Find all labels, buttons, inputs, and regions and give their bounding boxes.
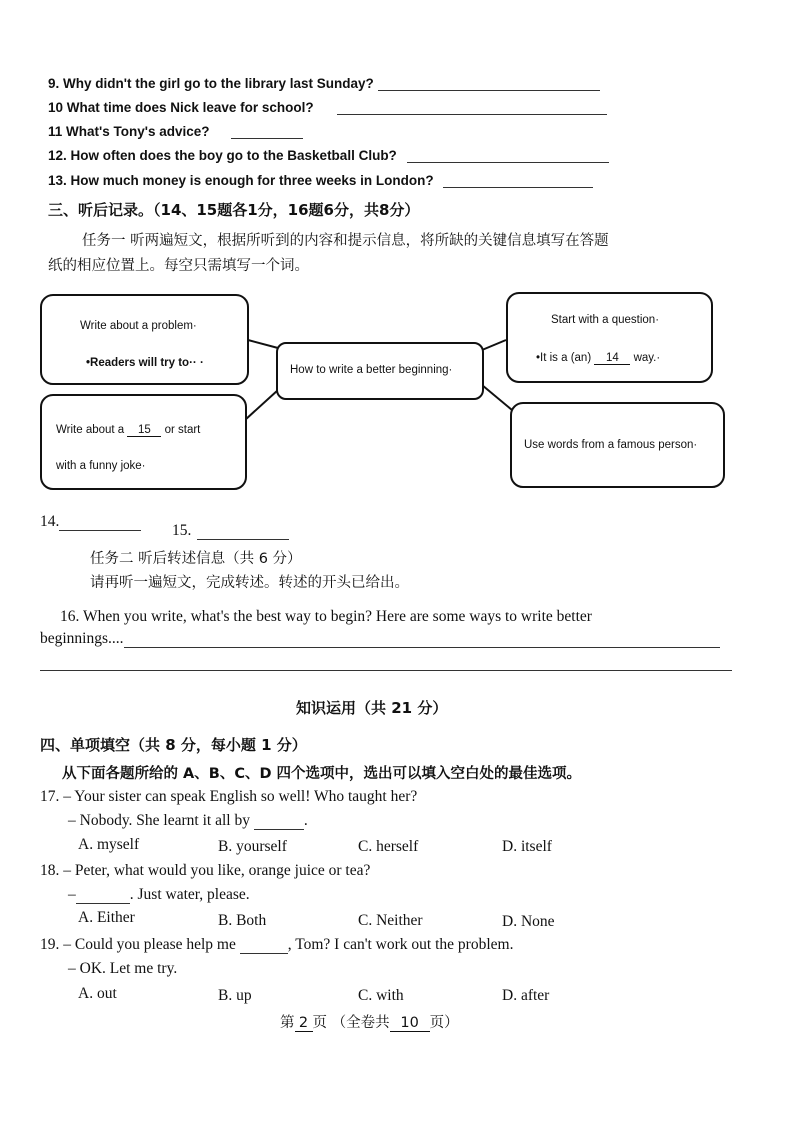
q17-line2: – Nobody. She learnt it all by . <box>68 812 308 829</box>
q19-option-b[interactable]: B. up <box>218 987 252 1004</box>
mindmap-center: How to write a better beginning· <box>276 342 484 400</box>
q17-option-b[interactable]: B. yourself <box>218 838 287 855</box>
task2-title: 任务二 听后转述信息（共 6 分） <box>90 551 302 567</box>
blank-14[interactable]: 14 <box>594 352 630 365</box>
page-total: 10 <box>390 1015 430 1032</box>
q18-line2: – . Just water, please. <box>68 886 250 903</box>
mindmap-box-famous: Use words from a famous person· <box>510 402 725 488</box>
q19-option-d[interactable]: D. after <box>502 987 550 1004</box>
q16-answer-line2[interactable] <box>40 670 732 671</box>
q17-blank[interactable] <box>254 829 304 830</box>
task1-instruction-line1: 任务一 听两遍短文，根据所听到的内容和提示信息，将所缺的关键信息填写在答题 <box>82 233 609 249</box>
page-number: 2 <box>295 1015 313 1032</box>
q18-option-b[interactable]: B. Both <box>218 912 267 929</box>
mindmap-box-story: Write about a 15 or start with a funny joke· <box>40 394 247 490</box>
q18-option-a[interactable]: A. Either <box>78 909 135 926</box>
question-9: 9. Why didn't the girl go to the library last Sunday? <box>48 76 600 91</box>
answer-blank-15[interactable] <box>197 539 289 540</box>
section-4-instruction: 从下面各题所给的 A、B、C、D 四个选项中，选出可以填入空白处的最佳选项。 <box>62 766 582 782</box>
q16-line2: beginnings.... <box>40 630 720 648</box>
q19-blank[interactable] <box>240 953 288 954</box>
task1-instruction-line2: 纸的相应位置上。每空只需填写一个词。 <box>48 258 309 274</box>
q17-option-c[interactable]: C. herself <box>358 838 419 855</box>
mindmap-box-question: Start with a question· •It is a (an) 14 way.· <box>506 292 713 383</box>
q19-line2: – OK. Let me try. <box>68 960 178 977</box>
knowledge-heading: 知识运用（共 21 分） <box>296 699 448 717</box>
q19-option-a[interactable]: A. out <box>78 985 117 1002</box>
q17-option-d[interactable]: D. itself <box>502 838 552 855</box>
section-4-heading: 四、单项填空（共 8 分，每小题 1 分） <box>40 736 307 754</box>
answer-14: 14. <box>40 513 141 531</box>
question-11: 11 What's Tony's advice? <box>48 124 303 139</box>
q17-line1: 17. – Your sister can speak English so well! Who taught her? <box>40 788 418 805</box>
section-3-heading: 三、听后记录。（14、15题各1分，16题6分，共8分） <box>48 201 420 219</box>
mindmap-box-problem: Write about a problem· •Readers will try to·· · <box>40 294 249 385</box>
q19-option-c[interactable]: C. with <box>358 987 404 1004</box>
answer-blank-14[interactable] <box>59 530 141 531</box>
q16-line1: 16. When you write, what's the best way to begin? Here are some ways to write better <box>60 608 592 625</box>
q18-blank[interactable] <box>76 903 130 904</box>
answer-15: 15. <box>172 522 289 540</box>
q16-answer-line1[interactable] <box>124 647 720 648</box>
question-12: 12. How often does the boy go to the Basketball Club? <box>48 148 609 163</box>
q18-line1: 18. – Peter, what would you like, orange juice or tea? <box>40 862 371 879</box>
task2-instruction: 请再听一遍短文，完成转述。转述的开头已给出。 <box>90 575 409 591</box>
q17-option-a[interactable]: A. myself <box>78 836 140 853</box>
q18-option-c[interactable]: C. Neither <box>358 912 423 929</box>
blank-15[interactable]: 15 <box>127 424 161 437</box>
page-footer: 第 2 页 （全卷共 10 页） <box>280 1015 459 1031</box>
q19-line1: 19. – Could you please help me , Tom? I can't work out the problem. <box>40 936 514 953</box>
question-13: 13. How much money is enough for three weeks in London? <box>48 173 593 188</box>
q18-option-d[interactable]: D. None <box>502 913 555 930</box>
question-10: 10 What time does Nick leave for school? <box>48 100 607 115</box>
